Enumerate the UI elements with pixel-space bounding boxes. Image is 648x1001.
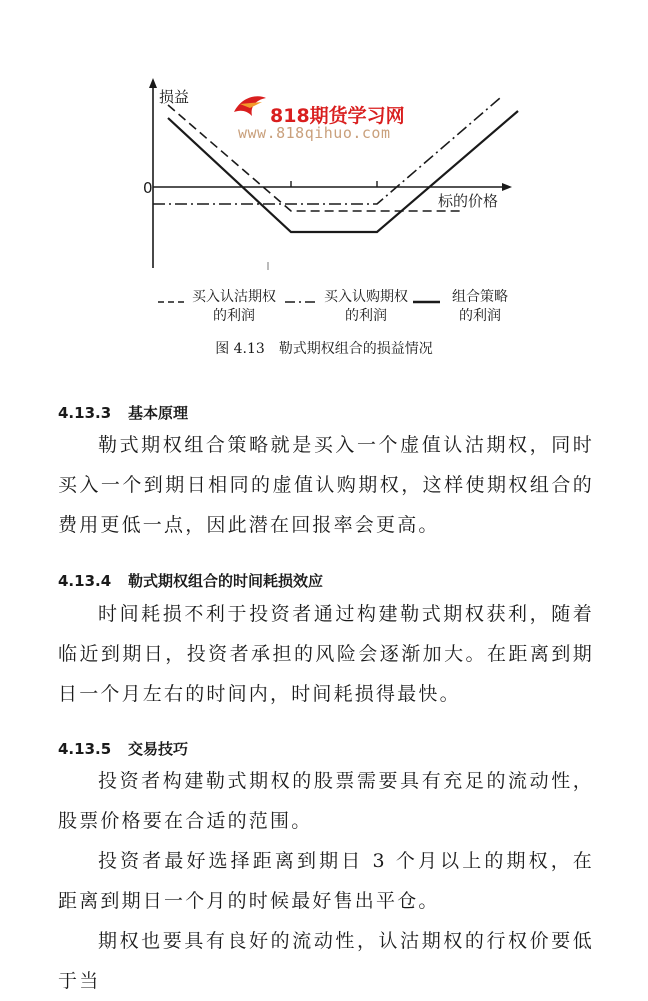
section-number: 4.13.5 bbox=[58, 740, 112, 758]
figure-caption: 图 4.13 勒式期权组合的损益情况 bbox=[215, 341, 433, 357]
legend-item-strategy bbox=[440, 288, 520, 326]
x-axis-arrow bbox=[502, 183, 512, 191]
x-axis-label: 标的价格 bbox=[438, 192, 499, 210]
payoff-chart bbox=[0, 0, 648, 330]
paragraph: 时间耗损不利于投资者通过构建勒式期权获利，随着临近到期日，投资者承担的风险会逐渐加大。在距离到期日一个月左右的时间内，时间耗损得最快。 bbox=[58, 603, 594, 705]
section-heading bbox=[58, 738, 188, 759]
section-heading bbox=[58, 570, 323, 591]
paragraph: 勒式期权组合策略就是买入一个虚值认沽期权，同时买入一个到期日相同的虚值认购期权，这样使期权组合的费用更低一点，因此潜在回报率会更高。 bbox=[58, 434, 594, 536]
legend-item-put bbox=[186, 288, 282, 326]
section-title: 交易技巧 bbox=[128, 740, 189, 758]
y-axis-label: 损益 bbox=[159, 88, 190, 106]
section-number: 4.13.4 bbox=[58, 572, 112, 590]
paragraph: 期权也要具有良好的流动性，认沽期权的行权价要低于当 bbox=[58, 930, 594, 992]
watermark-logo-text: 818期货学习网 bbox=[270, 105, 405, 127]
legend-label: 的利润 bbox=[213, 308, 255, 324]
section-heading bbox=[58, 402, 188, 423]
section-number: 4.13.3 bbox=[58, 404, 112, 422]
y-axis-arrow bbox=[149, 78, 157, 88]
section-title: 勒式期权组合的时间耗损效应 bbox=[128, 572, 324, 590]
legend-label: 买入认购期权 bbox=[324, 289, 408, 305]
legend-item-call bbox=[318, 288, 414, 326]
legend-label: 组合策略 bbox=[452, 289, 508, 305]
paragraph: 投资者最好选择距离到期日 3 个月以上的期权，在距离到期日一个月的时候最好售出平仓。 bbox=[58, 850, 594, 912]
section-title: 基本原理 bbox=[128, 404, 189, 422]
legend-label: 的利润 bbox=[459, 308, 501, 324]
payoff-figure bbox=[0, 0, 648, 380]
legend-label: 买入认沽期权 bbox=[192, 289, 276, 305]
watermark-url: www.818qihuo.com bbox=[238, 124, 391, 142]
legend-label: 的利润 bbox=[345, 308, 387, 324]
origin-label: 0 bbox=[143, 179, 153, 197]
paragraph: 投资者构建勒式期权的股票需要具有充足的流动性，股票价格要在合适的范围。 bbox=[58, 770, 594, 832]
